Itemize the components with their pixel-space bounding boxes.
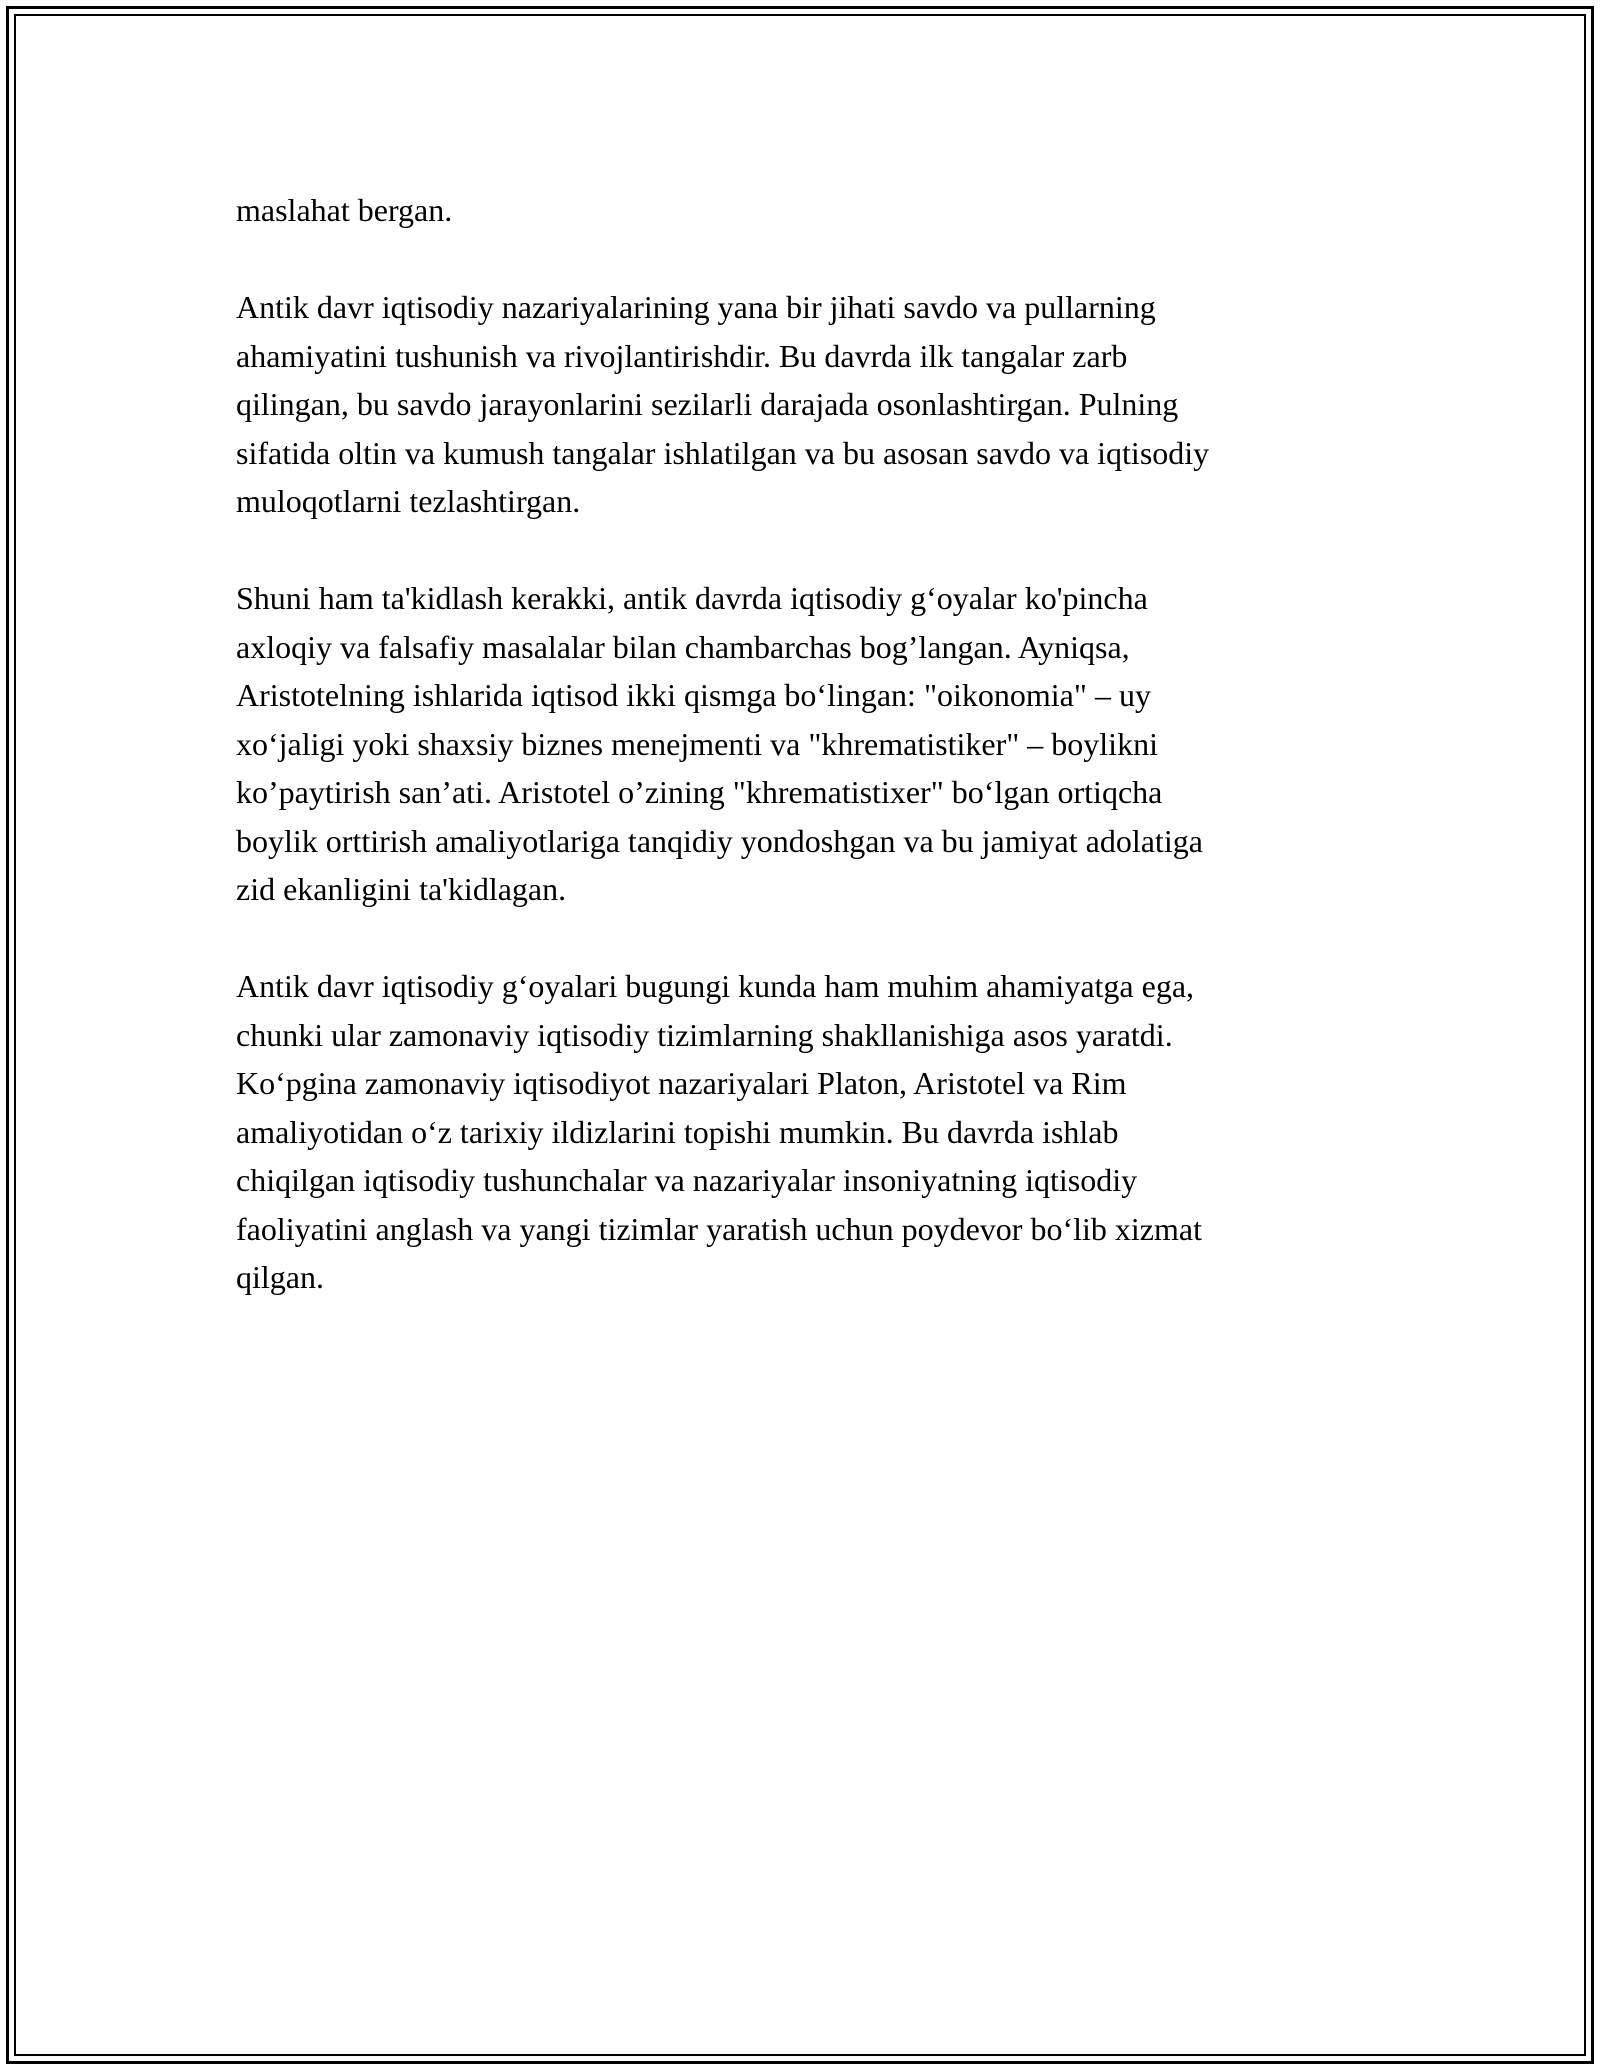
document-body bbox=[236, 186, 1376, 1302]
paragraph-aristotle-economics: Shuni ham ta'kidlash kerakki, antik davrda iqtisodiy g‘oyalar ko'pincha axloqiy va falsafiy masalalar bilan chambarchas bog’langan. Ayniqsa, Aristotelning ishlarida iqtisod ikki qismga bo‘lingan: "oikonomia" – uy xo‘jaligi yoki shaxsiy biznes menejmenti va "khrematistiker" – boylikni ko’paytirish san’ati. Aristotel o’zining "khrematistixer" bo‘lgan ortiqcha boylik orttirish amaliyotlariga tanqidiy yondoshgan va bu jamiyat adolatiga zid ekanligini ta'kidlagan. bbox=[236, 580, 1203, 907]
paragraph-continuation: maslahat bergan. bbox=[236, 192, 453, 228]
paragraph-trade-and-money: Antik davr iqtisodiy nazariyalarining yana bir jihati savdo va pullarning ahamiyatini tushunish va rivojlantirishdir. Bu davrda ilk tangalar zarb qilingan, bu savdo jarayonlarini sezilarli darajada osonlashtirgan. Pulning sifatida oltin va kumush tangalar ishlatilgan va bu asosan savdo va iqtisodiy muloqotlarni tezlashtirgan. bbox=[236, 289, 1210, 519]
paragraph-modern-significance: Antik davr iqtisodiy g‘oyalari bugungi kunda ham muhim ahamiyatga ega, chunki ular zamonaviy iqtisodiy tizimlarning shakllanishiga asos yaratdi. Ko‘pgina zamonaviy iqtisodiyot nazariyalari Platon, Aristotel va Rim amaliyotidan o‘z tarixiy ildizlarini topishi mumkin. Bu davrda ishlab chiqilgan iqtisodiy tushunchalar va nazariyalar insoniyatning iqtisodiy faoliyatini anglash va yangi tizimlar yaratish uchun poydevor bo‘lib xizmat qilgan. bbox=[236, 968, 1202, 1295]
